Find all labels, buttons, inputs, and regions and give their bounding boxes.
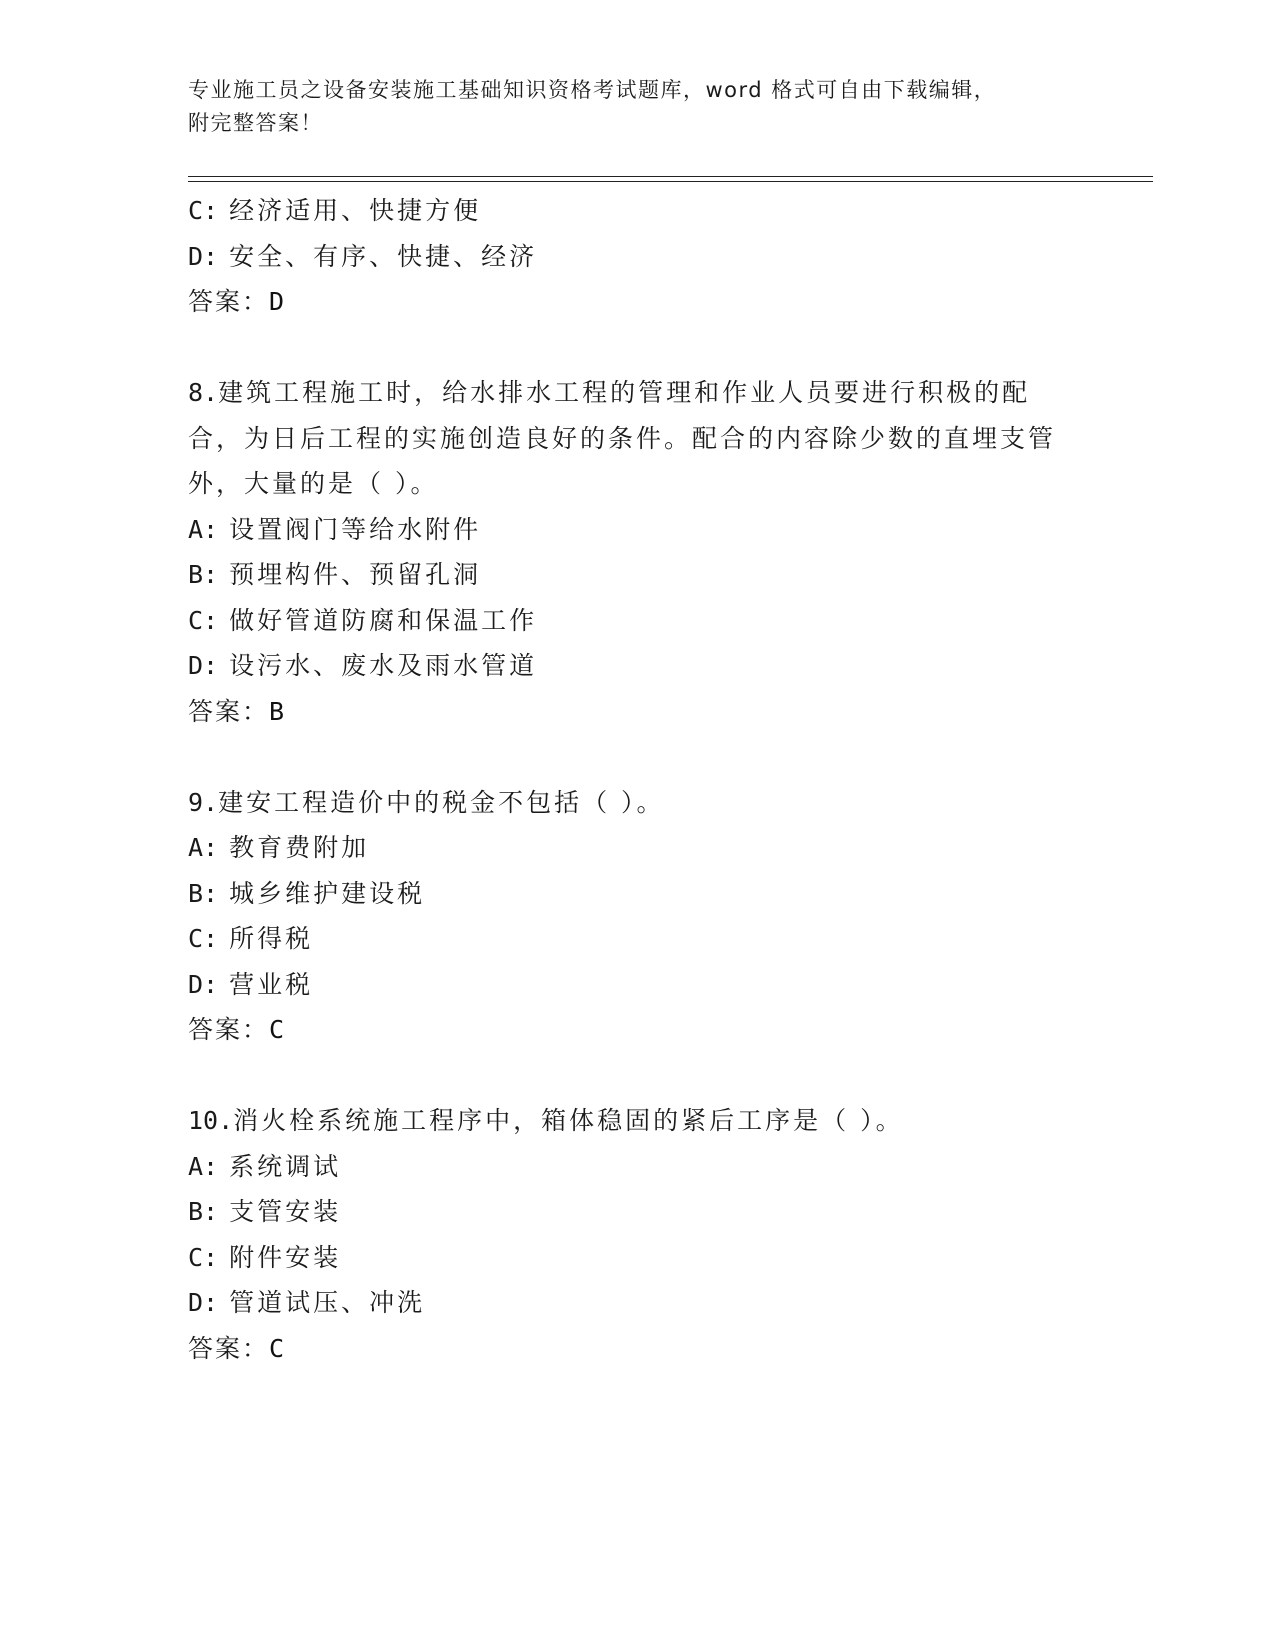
option-b (188, 871, 1078, 917)
answer-value: B (269, 696, 287, 726)
answer-line (188, 1007, 1078, 1053)
option-key: C: (188, 924, 219, 953)
answer-value: C (269, 1333, 287, 1363)
question-text: 建安工程造价中的税金不包括（ ）。 (218, 787, 665, 817)
option-d (188, 643, 1078, 689)
option-b (188, 1189, 1078, 1235)
option-text: 系统调试 (229, 1151, 342, 1181)
answer-line (188, 279, 1078, 325)
spacer (188, 325, 1078, 371)
option-text: 经济适用、快捷方便 (229, 196, 482, 225)
answer-value: C (269, 1015, 287, 1044)
option-text: 所得税 (229, 924, 314, 953)
option-text: 管道试压、冲洗 (229, 1288, 426, 1317)
question-number: 10. (188, 1106, 234, 1135)
question-stem (188, 370, 1078, 507)
question-block-8 (188, 370, 1078, 734)
question-stem (188, 780, 1078, 826)
option-key: D: (188, 969, 219, 999)
question-block-9 (188, 780, 1078, 1053)
header-divider-bottom (188, 181, 1153, 182)
answer-label: 答案： (188, 1015, 270, 1044)
option-c (188, 598, 1078, 644)
option-key: A: (188, 514, 219, 544)
option-text: 预埋构件、预留孔洞 (229, 560, 482, 589)
option-key: B: (188, 878, 219, 908)
option-text: 支管安装 (229, 1197, 342, 1226)
answer-label: 答案： (188, 287, 270, 316)
option-text: 设污水、废水及雨水管道 (229, 651, 538, 680)
option-b (188, 552, 1078, 598)
option-key: C: (188, 196, 219, 225)
option-key: D: (188, 1288, 219, 1317)
question-block-prev (188, 188, 1078, 325)
spacer (188, 1053, 1078, 1099)
option-text: 做好管道防腐和保温工作 (229, 605, 538, 635)
option-key: C: (188, 605, 219, 635)
spacer (188, 734, 1078, 780)
option-c (188, 1235, 1078, 1281)
question-number: 9. (188, 787, 219, 817)
option-c (188, 188, 1078, 234)
option-key: D: (188, 651, 219, 680)
option-key: B: (188, 1197, 219, 1226)
question-text: 建筑工程施工时，给水排水工程的管理和作业人员要进行积极的配合，为日后工程的实施创造良好的条件。配合的内容除少数的直埋支管外，大量的是（ ）。 (188, 378, 1057, 498)
option-key: A: (188, 1151, 219, 1181)
option-a (188, 825, 1078, 871)
option-d (188, 1280, 1078, 1326)
question-block-10 (188, 1098, 1078, 1371)
header-divider-top (188, 176, 1153, 177)
option-d (188, 234, 1078, 280)
option-a (188, 1144, 1078, 1190)
option-text: 营业税 (229, 969, 314, 999)
option-text: 附件安装 (229, 1242, 342, 1272)
question-content (188, 188, 1078, 1371)
option-key: A: (188, 833, 219, 862)
option-d (188, 962, 1078, 1008)
header-line-2: 附完整答案！ (188, 111, 323, 135)
question-number: 8. (188, 378, 219, 407)
answer-value: D (269, 287, 287, 316)
option-c (188, 916, 1078, 962)
option-key: B: (188, 560, 219, 589)
header-line-1: 专业施工员之设备安装施工基础知识资格考试题库，word 格式可自由下载编辑， (188, 78, 997, 102)
answer-label: 答案： (188, 1333, 270, 1363)
answer-line (188, 1326, 1078, 1372)
option-text: 设置阀门等给水附件 (229, 514, 482, 544)
option-text: 教育费附加 (229, 833, 370, 862)
option-key: D: (188, 241, 219, 271)
question-text: 消火栓系统施工程序中，箱体稳固的紧后工序是（ ）。 (233, 1106, 904, 1135)
option-text: 安全、有序、快捷、经济 (229, 241, 538, 271)
page-header (188, 74, 1068, 140)
option-text: 城乡维护建设税 (229, 878, 426, 908)
option-key: C: (188, 1242, 219, 1272)
option-a (188, 507, 1078, 553)
answer-label: 答案： (188, 696, 270, 726)
answer-line (188, 689, 1078, 735)
question-stem (188, 1098, 1078, 1144)
